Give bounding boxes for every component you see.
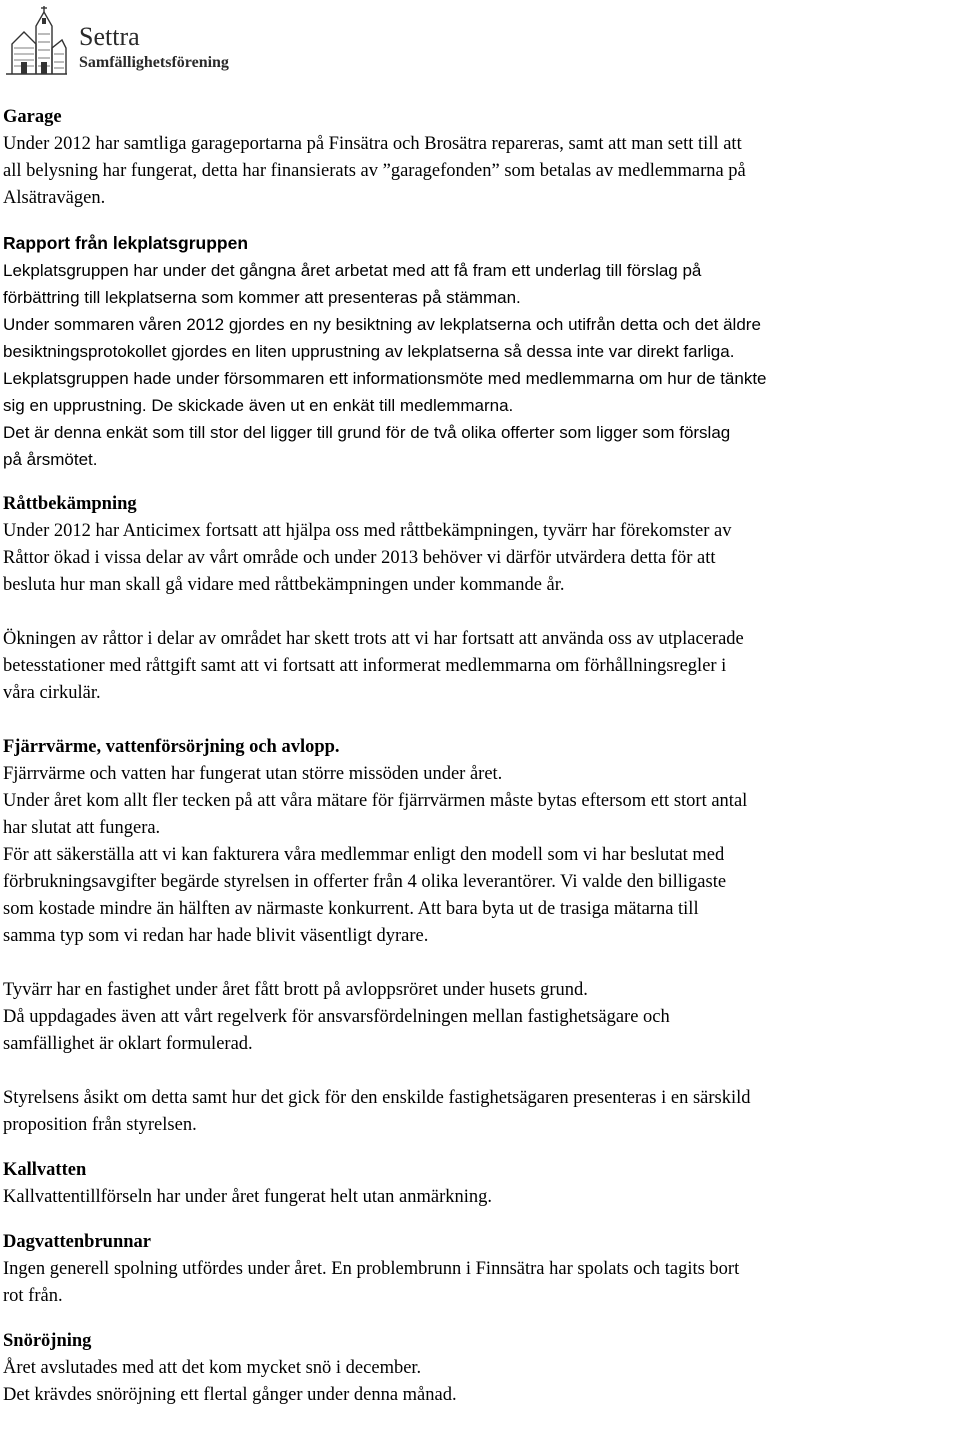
paragraph-line: Lekplatsgruppen hade under försommaren ett informationsmöte med medlemmarna om hur de tänkte (3, 369, 767, 388)
section-rattbekampning (3, 491, 957, 707)
paragraph-line: våra cirkulär. (3, 683, 101, 703)
section-lekplats (3, 230, 957, 473)
section-heading: Dagvattenbrunnar (3, 1232, 152, 1252)
paragraph-line: Året avslutades med att det kom mycket snö i december. (3, 1358, 422, 1378)
section-kallvatten (3, 1157, 957, 1211)
paragraph-line: all belysning har fungerat, detta har finansierats av ”garagefonden” som betalas av medlemmarna på (3, 161, 746, 181)
paragraph-line: Det är denna enkät som till stor del ligger till grund för de två olika offerter som ligger som förslag (3, 423, 731, 442)
paragraph-line: på årsmötet. (3, 450, 98, 469)
section-heading: Garage (3, 107, 62, 127)
paragraph-line: betesstationer med råttgift samt att vi fortsatt att informerat medlemmarna om förhållningsregler i (3, 656, 727, 676)
paragraph-line: förbättring till lekplatserna som kommer att presenteras på stämman. (3, 288, 521, 307)
paragraph-line: Styrelsens åsikt om detta samt hur det gick för den enskilde fastighetsägaren presenteras i en särskild (3, 1088, 751, 1108)
paragraph-line: har slutat att fungera. (3, 818, 161, 838)
paragraph-line: samfällighet är oklart formulerad. (3, 1034, 253, 1054)
church-emblem-icon (4, 4, 68, 78)
section-dagvattenbrunnar (3, 1229, 957, 1310)
paragraph-line: Tyvärr har en fastighet under året fått brott på avloppsröret under husets grund. (3, 980, 588, 1000)
association-subtitle: Samfällighetsförening (79, 54, 229, 71)
section-heading: Råttbekämpning (3, 494, 137, 514)
association-name: Settra (79, 22, 140, 51)
paragraph-line: samma typ som vi redan har hade blivit väsentligt dyrare. (3, 926, 429, 946)
paragraph-line: Ökningen av råttor i delar av området har skett trots att vi har fortsatt att använda oss av utplacerade (3, 629, 744, 649)
paragraph-line: Under 2012 har Anticimex fortsatt att hjälpa oss med råttbekämpningen, tyvärr har förekomster av (3, 521, 732, 541)
paragraph-line: sig en upprustning. De skickade även ut en enkät till medlemmarna. (3, 396, 514, 415)
paragraph-line: proposition från styrelsen. (3, 1115, 197, 1135)
paragraph-line: Alsätravägen. (3, 188, 106, 208)
paragraph-line: Under sommaren våren 2012 gjordes en ny besiktning av lekplatserna och utifrån detta och det äldre (3, 315, 761, 334)
paragraph-line: Det krävdes snöröjning ett flertal gånger under denna månad. (3, 1385, 457, 1405)
paragraph-line: som kostade mindre än hälften av närmaste konkurrent. Att bara byta ut de trasiga mätarna till (3, 899, 699, 919)
paragraph-line: Lekplatsgruppen har under det gångna året arbetat med att få fram ett underlag till förslag på (3, 261, 702, 280)
paragraph-line: Under året kom allt fler tecken på att våra mätare för fjärrvärmen måste bytas eftersom ett stort antal (3, 791, 748, 811)
paragraph-line: besluta hur man skall gå vidare med råttbekämpningen under kommande år. (3, 575, 565, 595)
paragraph-line: För att säkerställa att vi kan fakturera våra medlemmar enligt den modell som vi har beslutat med (3, 845, 725, 865)
paragraph-line: Råttor ökad i vissa delar av vårt område och under 2013 behöver vi därför utvärdera detta för att (3, 548, 716, 568)
section-heading: Snöröjning (3, 1331, 92, 1351)
paragraph-line: Kallvattentillförseln har under året fungerat helt utan anmärkning. (3, 1187, 493, 1207)
paragraph-line: Då uppdagades även att vårt regelverk för ansvarsfördelningen mellan fastighetsägare och (3, 1007, 670, 1027)
section-heading: Fjärrvärme, vattenförsörjning och avlopp. (3, 737, 340, 757)
paragraph-line: Under 2012 har samtliga garageportarna på Finsätra och Brosätra repareras, samt att man sett till att (3, 134, 742, 154)
section-fjarrvarme (3, 734, 957, 1139)
report-body (3, 104, 957, 1409)
paragraph-line: rot från. (3, 1286, 63, 1306)
section-snorojning (3, 1328, 957, 1409)
paragraph-line: Ingen generell spolning utfördes under året. En problembrunn i Finnsätra har spolats och tagits bort (3, 1259, 740, 1279)
section-heading: Kallvatten (3, 1160, 87, 1180)
section-heading: Rapport från lekplatsgruppen (3, 233, 249, 253)
paragraph-line: Fjärrvärme och vatten har fungerat utan större missöden under året. (3, 764, 503, 784)
association-logo (4, 4, 264, 78)
paragraph-line: besiktningsprotokollet gjordes en liten upprustning av lekplatserna så dessa inte var direkt farliga. (3, 342, 735, 361)
section-garage (3, 104, 957, 212)
paragraph-line: förbrukningsavgifter begärde styrelsen in offerter från 4 olika leverantörer. Vi valde den billigaste (3, 872, 727, 892)
